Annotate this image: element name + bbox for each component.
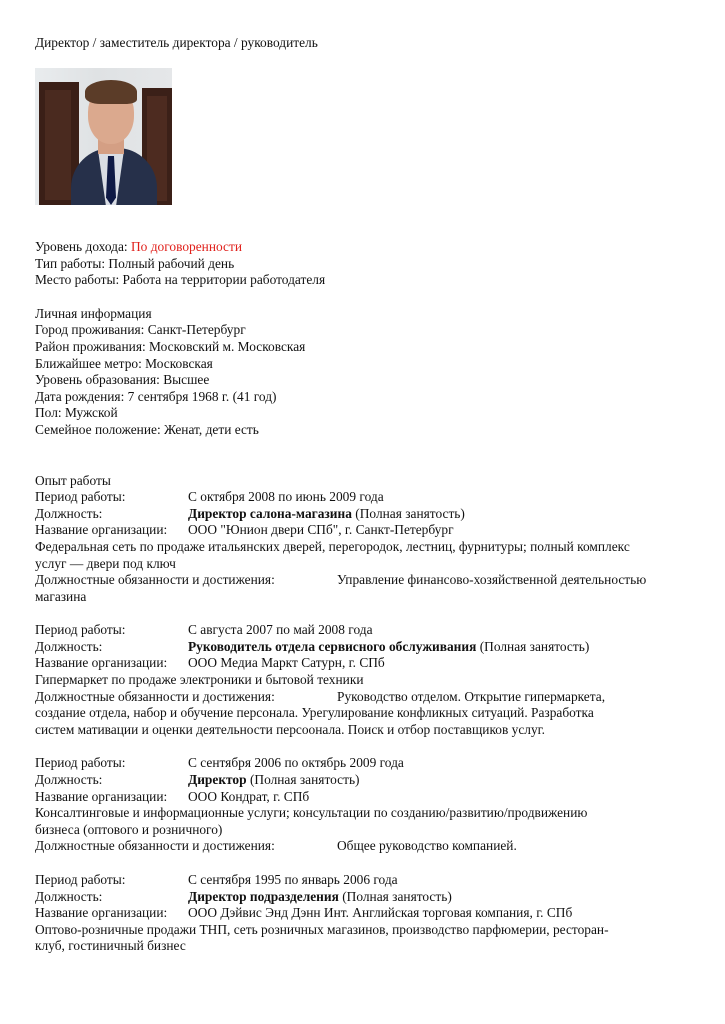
job-entry	[35, 755, 695, 855]
resume-title: Директор / заместитель директора / руководитель	[35, 35, 318, 50]
job-desc: Гипермаркет по продаже электроники и бытовой техники	[35, 672, 364, 688]
work-type: Тип работы: Полный рабочий день	[35, 255, 235, 271]
job-position: Директор салона-магазина	[188, 505, 352, 521]
org-label: Название организации:	[35, 905, 168, 921]
income-line	[35, 239, 695, 256]
personal-line: Уровень образования: Высшее	[35, 372, 210, 388]
personal-heading: Личная информация	[35, 305, 152, 321]
period-label: Период работы:	[35, 872, 126, 887]
job-desc: Федеральная сеть по продаже итальянских дверей, перегородок, лестниц, фурнитуры; полный комплекс	[35, 538, 630, 554]
job-entry	[35, 489, 695, 605]
job-position: Директор подразделения	[188, 888, 339, 904]
position-label: Должность:	[35, 772, 103, 788]
job-employment: (Полная занятость)	[342, 888, 452, 904]
job-org: ООО Кондрат, г. СПб	[188, 788, 310, 804]
job-duties: Руководство отделом. Открытие гипермаркета,	[337, 688, 606, 704]
job-desc: услуг — двери под ключ	[35, 555, 176, 571]
personal-line: Дата рождения: 7 сентября 1968 г. (41 год)	[35, 388, 277, 404]
position-label: Должность:	[35, 888, 103, 904]
job-org: ООО "Юнион двери СПб", г. Санкт-Петербург	[188, 522, 454, 538]
org-label: Название организации:	[35, 788, 168, 804]
job-period: С августа 2007 по май 2008 года	[188, 622, 373, 638]
job-position: Директор	[188, 772, 247, 788]
candidate-photo	[35, 68, 172, 205]
job-duties-cont: магазина	[35, 588, 87, 604]
duties-label: Должностные обязанности и достижения:	[35, 572, 275, 588]
position-label: Должность:	[35, 638, 103, 654]
personal-line: Семейное положение: Женат, дети есть	[35, 421, 259, 437]
org-label: Название организации:	[35, 655, 168, 671]
period-label: Период работы:	[35, 622, 126, 638]
duties-label: Должностные обязанности и достижения:	[35, 688, 275, 704]
duties-label: Должностные обязанности и достижения:	[35, 838, 275, 854]
job-entry	[35, 622, 695, 738]
job-duties-cont: систем мативации и оценки деятельности персоонала. Поиск и отбор поставщиков услуг.	[35, 721, 545, 737]
personal-line: Пол: Мужской	[35, 405, 118, 421]
job-duties: Управление финансово-хозяйственной деятельностью	[337, 572, 647, 588]
work-place: Место работы: Работа на территории работодателя	[35, 272, 326, 288]
job-period: С сентября 2006 по октябрь 2009 года	[188, 755, 404, 771]
personal-line: Ближайшее метро: Московская	[35, 355, 213, 371]
income-value: По договоренности	[131, 239, 242, 254]
income-label: Уровень дохода:	[35, 239, 128, 254]
job-period: С сентября 1995 по январь 2006 года	[188, 872, 398, 887]
job-desc: клуб, гостиничный бизнес	[35, 938, 186, 954]
job-employment: (Полная занятость)	[355, 505, 465, 521]
job-desc: Консалтинговые и информационные услуги; консультации по созданию/развитию/продвижению	[35, 805, 588, 821]
job-desc: бизнеса (оптового и розничного)	[35, 821, 223, 837]
org-label: Название организации:	[35, 522, 168, 538]
job-org: ООО Дэйвис Энд Дэнн Инт. Английская торговая компания, г. СПб	[188, 905, 573, 921]
job-employment: (Полная занятость)	[479, 638, 590, 654]
job-duties-cont: создание отдела, набор и обучение персонала. Урегулирование конфликных ситуаций. Разработка	[35, 705, 594, 721]
personal-line: Город проживания: Санкт-Петербург	[35, 322, 246, 338]
position-label: Должность:	[35, 505, 103, 521]
personal-line: Район проживания: Московский м. Московская	[35, 338, 306, 354]
job-duties: Общее руководство компанией.	[337, 838, 517, 854]
job-position: Руководитель отдела сервисного обслуживания	[188, 638, 477, 654]
job-period: С октября 2008 по июнь 2009 года	[188, 489, 384, 505]
experience-heading: Опыт работы	[35, 472, 111, 488]
job-org: ООО Медиа Маркт Сатурн, г. СПб	[188, 655, 385, 671]
period-label: Период работы:	[35, 489, 126, 505]
job-desc: Оптово-розничные продажи ТНП, сеть розничных магазинов, производство парфюмерии, ресторан-	[35, 921, 609, 937]
job-entry	[35, 872, 695, 955]
period-label: Период работы:	[35, 755, 126, 771]
job-employment: (Полная занятость)	[249, 772, 360, 788]
